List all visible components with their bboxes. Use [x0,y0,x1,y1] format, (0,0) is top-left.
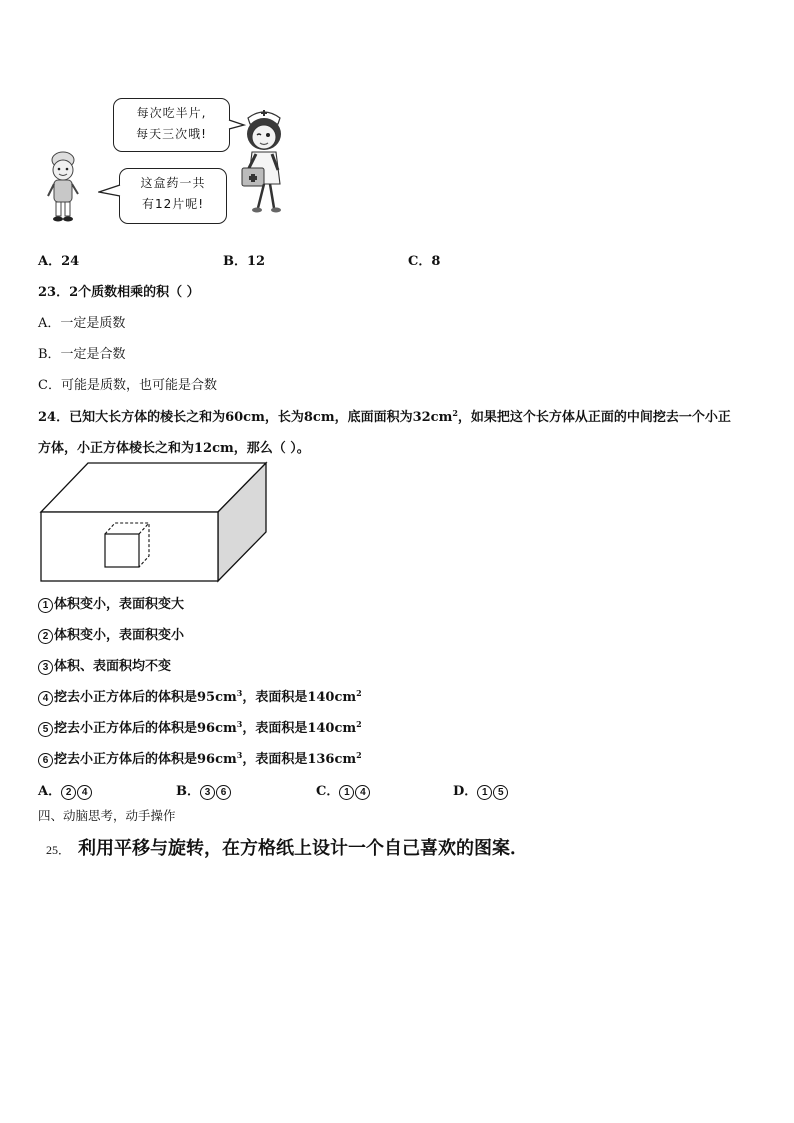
option-label: A． [38,784,62,799]
child-speech-bubble [119,168,227,224]
q24-option-a[interactable] [38,780,93,800]
statement-text: 挖去小正方体后的体积是96cm [54,721,237,736]
q24-statement-1 [38,593,184,613]
child-bubble-tail [98,184,122,198]
circled-number: 3 [200,785,215,800]
area-unit-sup: 2 [356,719,362,729]
statement-tail: ，表面积是136cm [242,752,357,767]
q24-statement-2 [38,624,184,644]
circled-number: 1 [477,785,492,800]
volume-unit-sup: 3 [236,688,243,698]
circled-number: 5 [38,722,53,737]
circled-number: 4 [38,691,53,706]
volume-unit-sup: 3 [236,750,243,760]
child-figure-image [40,148,86,228]
child-bubble-line1: 这盒药一共 [140,176,206,190]
circled-number: 3 [38,660,53,675]
statement-text: 体积变小，表面积变大 [54,597,185,612]
q24-option-d[interactable] [453,780,509,800]
nurse-bubble-line2: 每天三次哦! [136,127,207,141]
circled-number: 5 [493,785,508,800]
q23-stem: 23．2个质数相乘的积（ ） [38,285,200,300]
circled-number: 2 [61,785,76,800]
q24-option-b[interactable] [176,780,232,800]
q24-statement-3 [38,655,171,675]
circled-number: 6 [38,753,53,768]
statement-text: 挖去小正方体后的体积是95cm [54,690,237,705]
option-label: C． [316,784,340,799]
option-label: D． [453,784,478,799]
child-bubble-line2: 有12片呢! [141,197,205,211]
nurse-bubble-line1: 每次吃半片, [136,106,207,120]
q24-stem-line1-b: ，如果把这个长方体从正面的中间挖去一个小正 [457,410,731,425]
nurse-speech-bubble [113,98,230,152]
circled-number: 2 [38,629,53,644]
section-4-heading: 四、动脑思考，动手操作 [38,808,176,823]
q22-option-a[interactable]: A．24 [38,254,80,269]
q25-question [46,834,528,860]
statement-text: 体积、表面积均不变 [54,659,172,674]
area-unit-sup: 2 [356,750,362,760]
circled-number: 4 [355,785,370,800]
statement-tail: ，表面积是140cm [242,690,357,705]
area-unit-sup: 2 [356,688,362,698]
nurse-figure-image [234,104,294,216]
q24-statement-4 [38,686,362,706]
q23-option-b[interactable]: B．一定是合数 [38,347,126,362]
q24-stem-line1-sup: 2 [452,408,458,418]
statement-text: 体积变小，表面积变小 [54,628,185,643]
q24-cuboid-figure [38,460,270,586]
statement-tail: ，表面积是140cm [242,721,357,736]
option-label: B． [176,784,200,799]
q24-stem-line1 [38,406,731,425]
q24-statement-5 [38,717,362,737]
q24-stem-line2: 方体，小正方体棱长之和为12cm，那么（ ）。 [38,441,310,456]
q24-statement-6 [38,748,362,768]
q22-option-b[interactable]: B．12 [223,254,266,269]
volume-unit-sup: 3 [236,719,243,729]
q25-number: 25． [46,843,71,857]
statement-text: 挖去小正方体后的体积是96cm [54,752,237,767]
q24-option-c[interactable] [316,780,371,800]
q22-option-c[interactable]: C．8 [408,254,441,269]
q25-text: 利用平移与旋转，在方格纸上设计一个自己喜欢的图案． [78,838,529,859]
q24-stem-line1-a: 24．已知大长方体的棱长之和为60cm，长为8cm，底面面积为32cm [38,410,453,425]
circled-number: 1 [339,785,354,800]
circled-number: 6 [216,785,231,800]
circled-number: 1 [38,598,53,613]
small-cube-front [105,534,139,567]
q23-option-c[interactable]: C．可能是质数，也可能是合数 [38,378,217,393]
circled-number: 4 [77,785,92,800]
q23-option-a[interactable]: A．一定是质数 [38,316,126,331]
